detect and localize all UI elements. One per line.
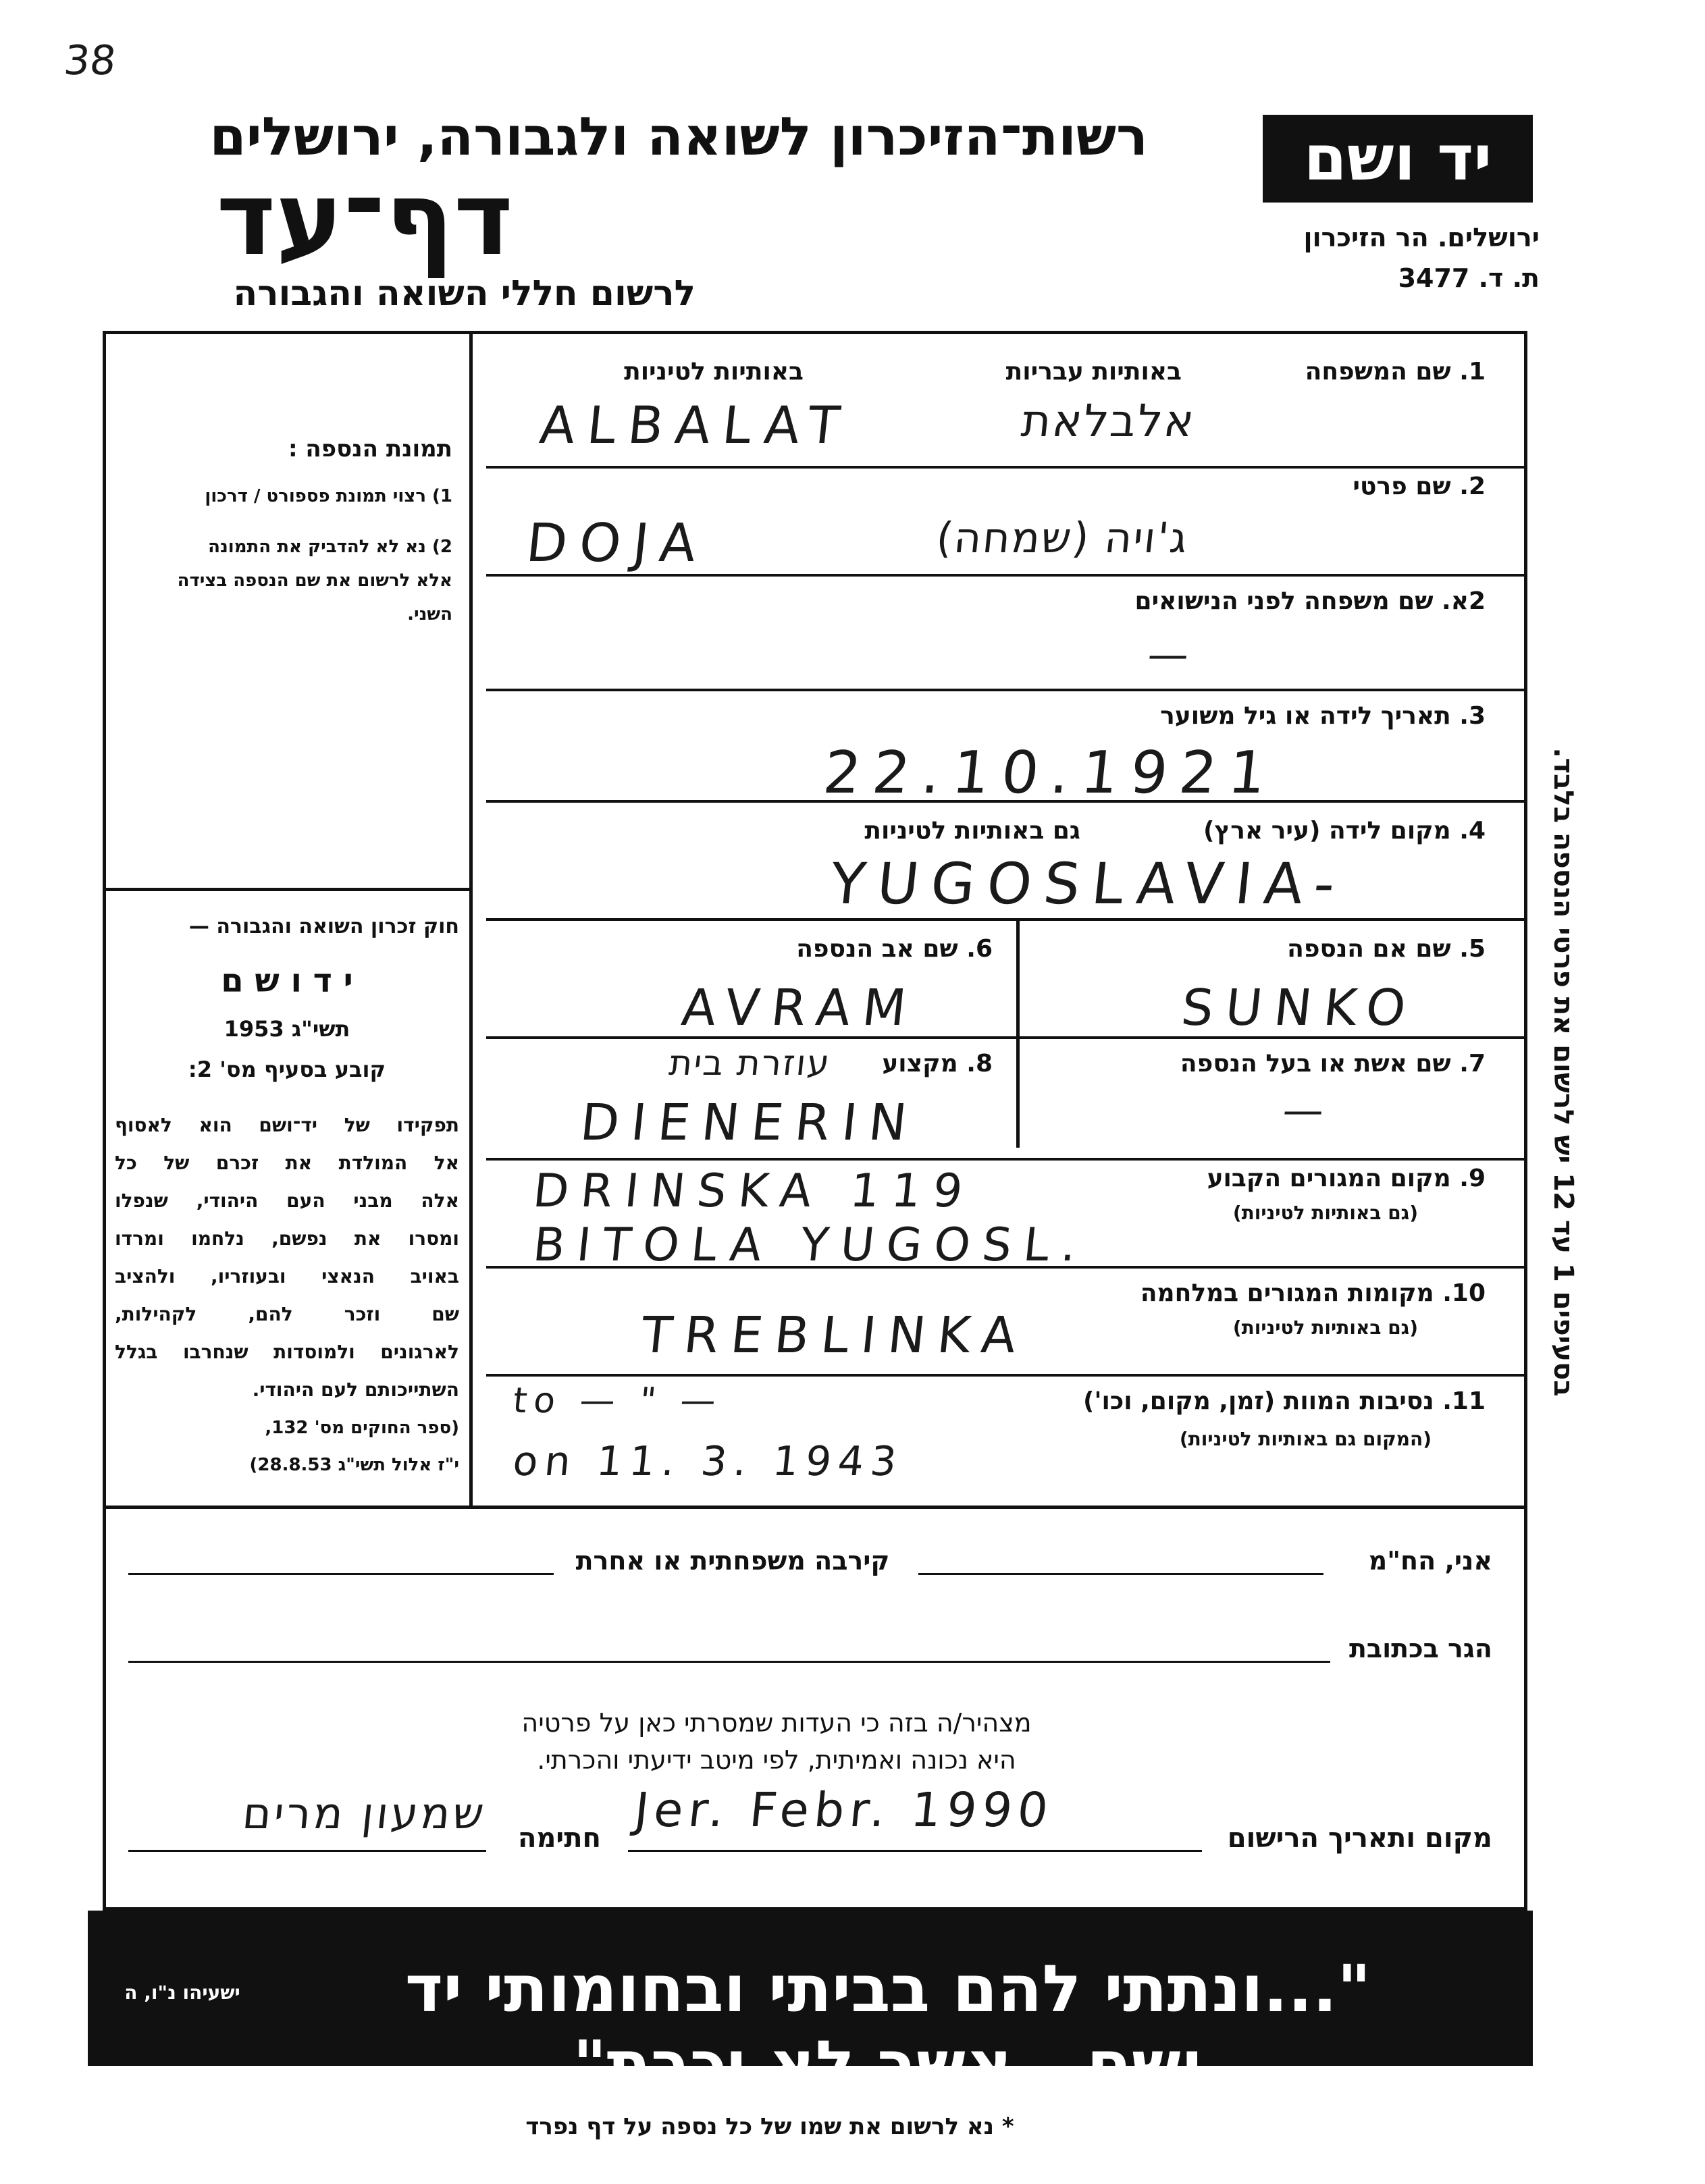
declarant-label: אני, הח"מ <box>1368 1546 1492 1576</box>
field-9-sub: (גם באותיות לטיניות) <box>1232 1202 1418 1224</box>
authority-heading: רשות־הזיכרון לשואה ולגבורה, ירושלים <box>209 107 1148 167</box>
banner-source: ישעיהו נ"ו, ה <box>124 1981 240 2004</box>
field-2-value-latin[interactable]: DOJA <box>523 513 712 574</box>
field-11-value-1[interactable]: to — " — <box>510 1381 725 1421</box>
field-1-label: 1. שם המשפחה <box>1305 358 1486 385</box>
field-11-label: 11. נסיבות המוות (זמן, מקום, וכו') <box>1082 1387 1486 1415</box>
field-6-label: 6. שם אב הנספה <box>796 935 993 963</box>
field-11-value-2[interactable]: on 11. 3. 1943 <box>510 1438 906 1485</box>
field-8-value[interactable]: DIENERIN <box>577 1094 922 1152</box>
address-line-2: ת. ד. 3477 <box>1398 263 1540 293</box>
field-9-value-2[interactable]: BITOLA YUGOSL. <box>530 1219 1091 1272</box>
field-9-value-1[interactable]: DRINSKA 119 <box>530 1165 978 1218</box>
page-number: 38 <box>61 37 119 84</box>
footer-note: * נא לרשום את שמו של כל נספה על דף נפרד <box>525 2113 1014 2140</box>
law-clause: קובע בסעיף מס' 2: <box>188 1057 386 1082</box>
field-2-label: 2. שם פרטי <box>1353 473 1486 500</box>
address-label: הגר בכתובת <box>1348 1634 1492 1663</box>
address-line-1: ירושלים. הר הזיכרון <box>1303 223 1540 252</box>
field-8-label: 8. מקצוע <box>882 1050 993 1077</box>
signature-label: חתימה <box>517 1823 601 1854</box>
field-1-hebrew-label: באותיות עבריות <box>1005 358 1182 385</box>
field-2a-label: 2א. שם משפחה לפני הנישואים <box>1134 587 1486 615</box>
field-10-label: 10. מקומות המגורים במלחמה <box>1140 1279 1486 1307</box>
place-date-value[interactable]: Jer. Febr. 1990 <box>631 1782 1056 1838</box>
field-6-value[interactable]: AVRAM <box>679 979 921 1037</box>
law-ref-1: (ספר החוקים מס' 132, <box>265 1418 459 1438</box>
law-title: חוק זכרון השואה והגבורה — <box>188 915 459 938</box>
signature-value[interactable]: שמעון מרים <box>240 1789 489 1839</box>
form-title: דף־עד <box>216 161 513 278</box>
photo-note-2a: 2) נא לא להדביק את התמונה <box>208 537 452 557</box>
yad-vashem-logo: יד ושם <box>1263 115 1533 203</box>
field-4-value[interactable]: YUGOSLAVIA- <box>827 851 1350 917</box>
field-2-value-hebrew[interactable]: ג'ויה (שמחה) <box>934 513 1191 562</box>
field-9-label: 9. מקום המגורים הקבוע <box>1207 1165 1486 1192</box>
field-11-sub: (המקום גם באותיות לטיניות) <box>1179 1428 1432 1450</box>
field-10-value[interactable]: TREBLINKA <box>638 1306 1031 1364</box>
field-1-value-latin[interactable]: ALBALAT <box>537 395 855 455</box>
field-1-value-hebrew[interactable]: אלבלאת <box>1019 395 1199 447</box>
declaration-line-2: היא נכונה ואמיתית, לפי מיטב ידיעתי והכרתי. <box>537 1745 1016 1775</box>
law-org: י ד ו ש ם <box>221 962 353 1000</box>
form-subtitle: לרשום חללי השואה והגבורה <box>233 273 696 314</box>
field-3-value[interactable]: 22.10.1921 <box>820 739 1282 807</box>
field-5-label: 5. שם אם הנספה <box>1287 935 1486 963</box>
field-7-label: 7. שם אשת או בעל הנספה <box>1180 1050 1486 1077</box>
field-2a-value[interactable]: — <box>1145 631 1191 678</box>
field-4-label: 4. מקום לידה (עיר ארץ) <box>1203 817 1486 845</box>
field-1-latin-label: באותיות לטיניות <box>624 358 804 385</box>
photo-note-2b: אלא לרשום את שם הנספה בצידה <box>177 570 452 591</box>
place-date-label: מקום ותאריך הרישום <box>1227 1823 1492 1854</box>
photo-note-2c: השני. <box>407 604 452 624</box>
field-3-label: 3. תאריך לידה או גיל משוער <box>1160 702 1486 730</box>
field-5-value[interactable]: SUNKO <box>1178 979 1421 1037</box>
law-year: תשי"ג 1953 <box>224 1016 350 1042</box>
banner-quote: "...ונתתי להם בביתי ובחומותי יד ושם...אשר לא יכרת" <box>404 1951 1371 2102</box>
field-4-latin-label: גם באותיות לטיניות <box>864 817 1080 845</box>
photo-note-1: 1) רצוי תמונת פספורט / דרכון <box>205 486 452 506</box>
law-text: תפקידו של יד־ושם הוא לאסוף אל המולדת את זכרם של כל אלה מבני העם היהודי, שנפלו ומסרו את נפשם, נלחמו ומרדו באויב הנאצי ובעוזריו, ולהציב שם וזכר להם, לקהילות, לארגונים ולמוסדות שנחרבו בגלל השתייכותם לעם היהודי. <box>115 1114 459 1401</box>
field-10-sub: (גם באותיות לטיניות) <box>1232 1316 1418 1339</box>
field-8-value-hebrew[interactable]: עוזרת בית <box>667 1043 833 1084</box>
side-note: בסעיפים 1 עד 12 יש לרשום את פרטי הנספה בלבד. <box>1548 747 1579 1397</box>
field-7-value[interactable]: — <box>1280 1087 1326 1134</box>
relation-label: קירבה משפחתית או אחרת <box>575 1546 890 1576</box>
law-ref-2: י"ז אלול תשי"ג 28.8.53) <box>249 1455 459 1475</box>
declaration-line-1: מצהיר/ה בזה כי העדות שמסרתי כאן על פרטיה <box>521 1708 1032 1738</box>
photo-box-title: תמונת הנספה : <box>288 435 452 462</box>
